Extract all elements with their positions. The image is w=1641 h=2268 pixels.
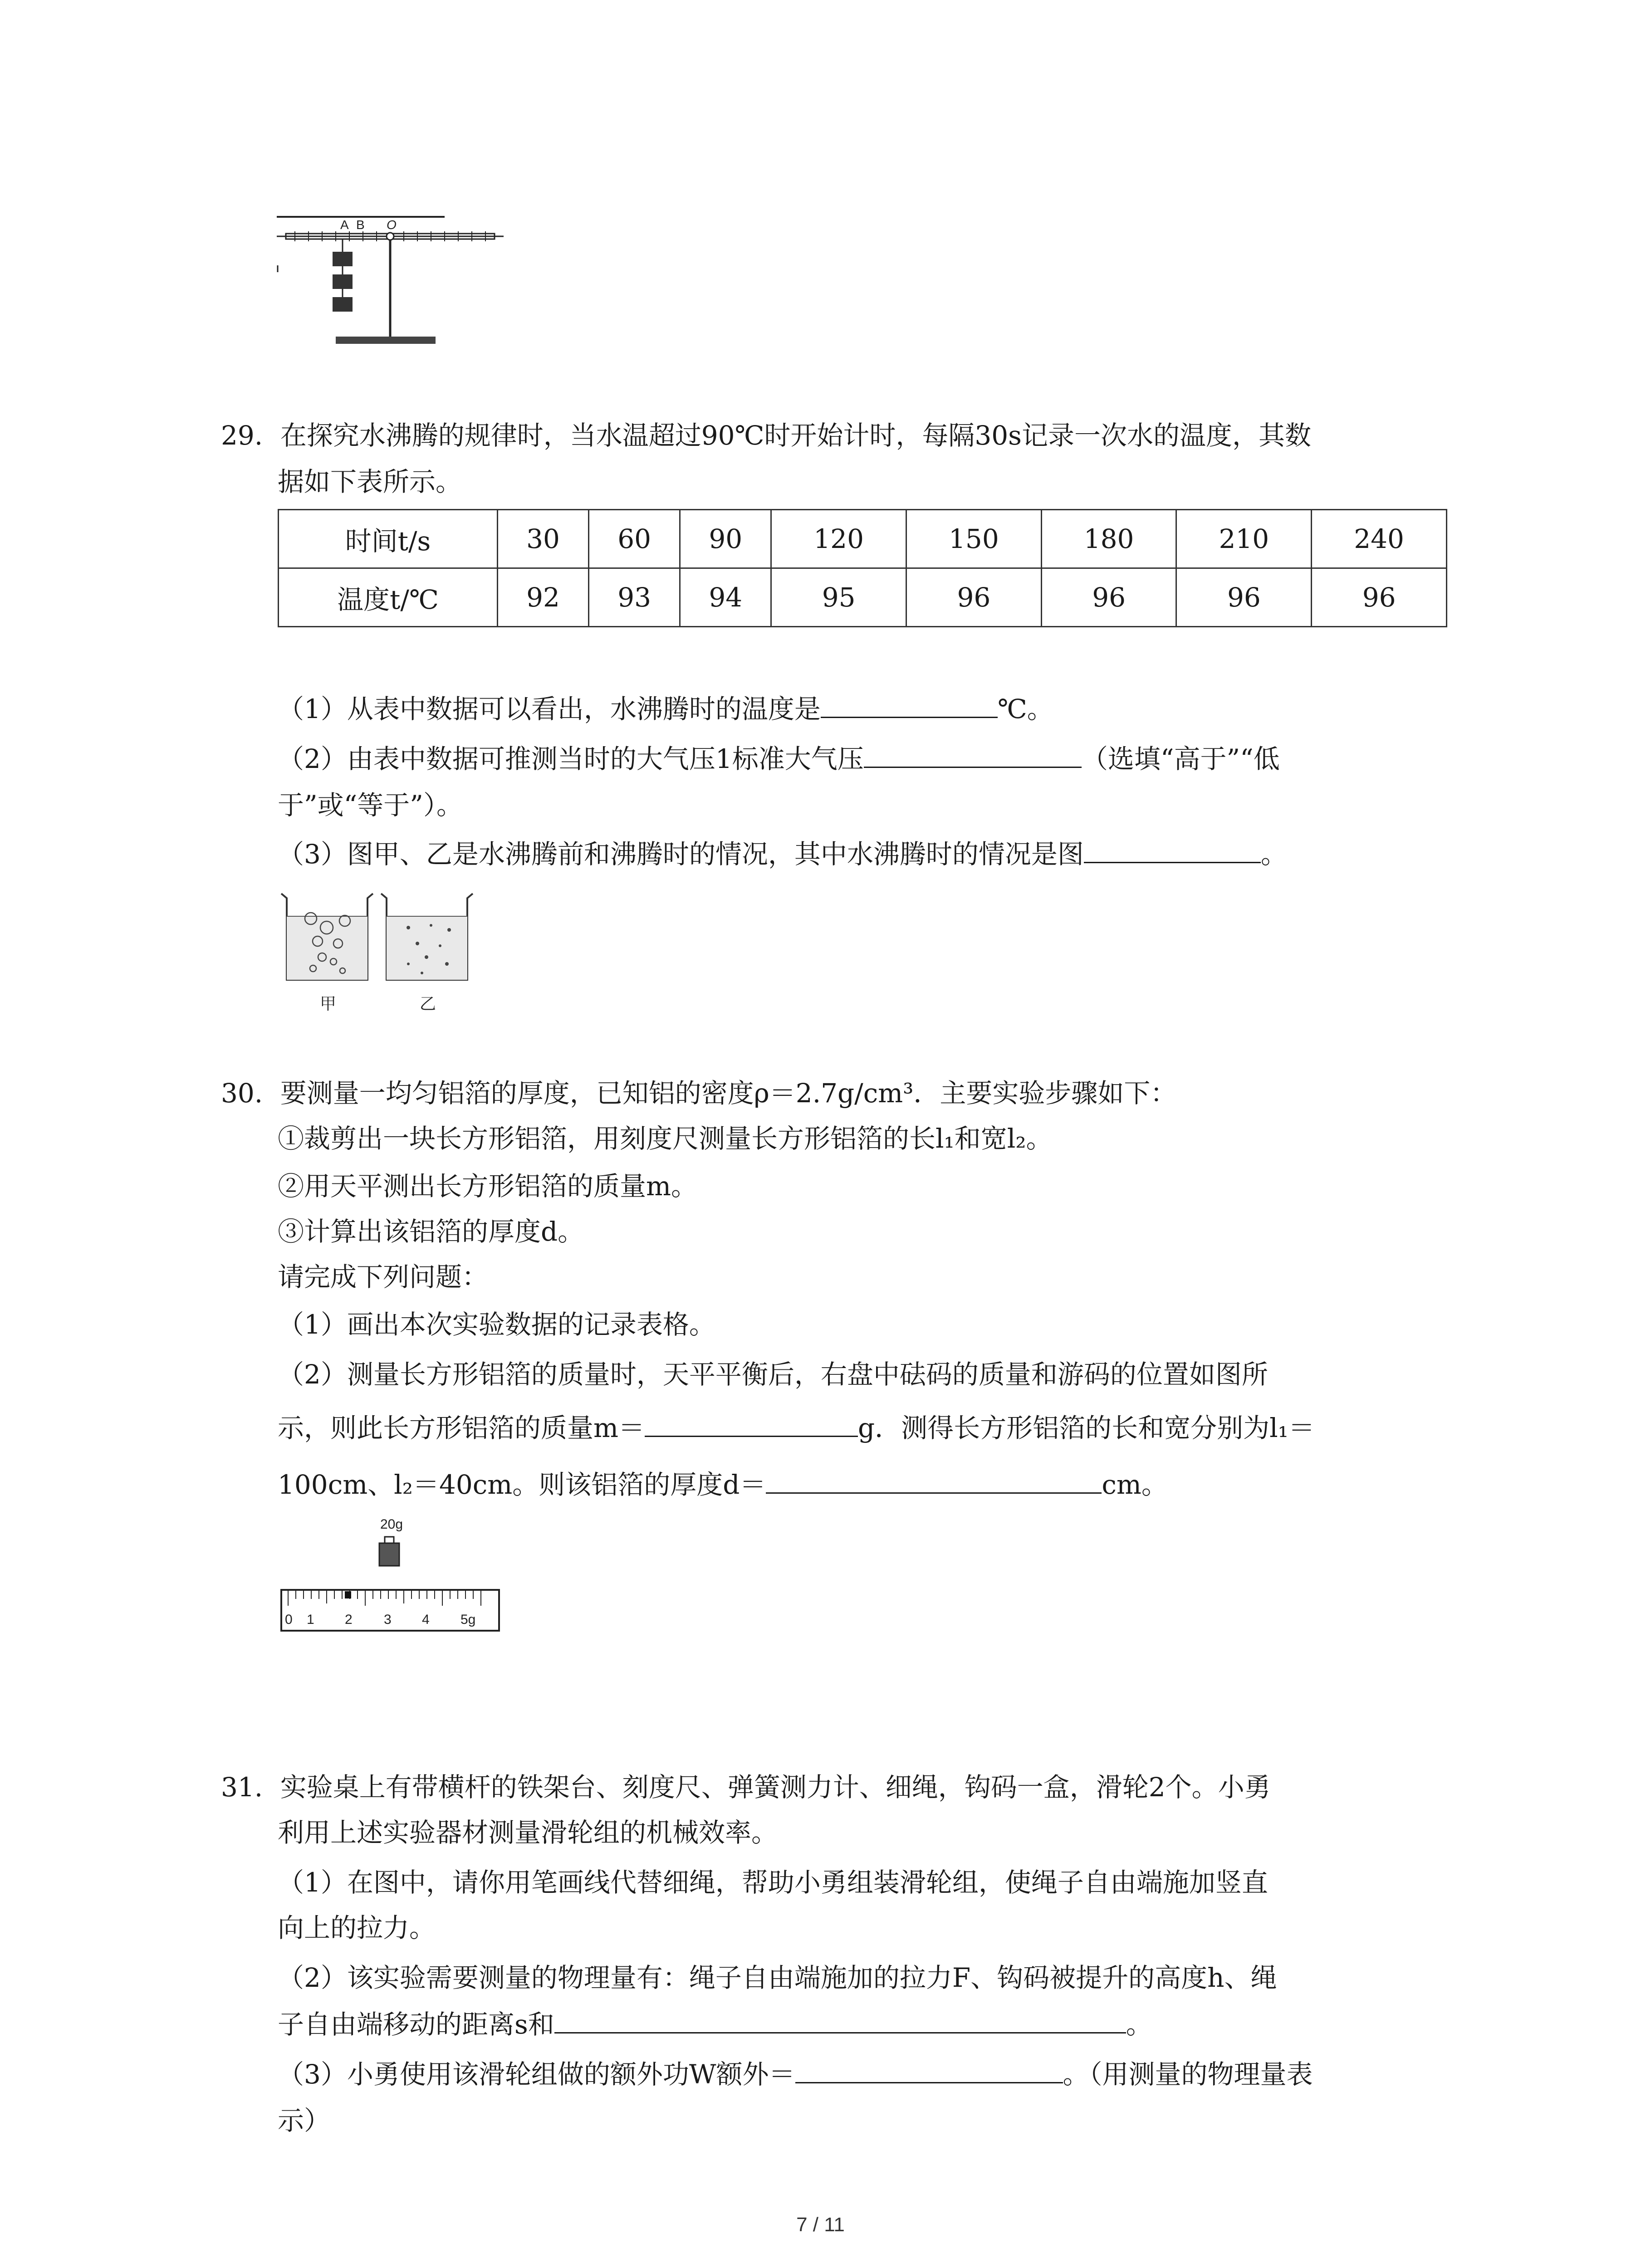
answer-blank[interactable]: [821, 689, 998, 718]
beaker-label-yi: 乙: [420, 994, 436, 1013]
q30-part2-line1: （2）测量长方形铝箔的质量时，天平平衡后，右盘中砝码的质量和游码的位置如图所: [278, 1359, 1268, 1390]
rider-marker: [345, 1591, 351, 1598]
q31-part1-line2: 向上的拉力。: [278, 1912, 436, 1943]
table-row: 温度t/℃ 92 93 94 95 96 96 96 96: [279, 568, 1447, 627]
table-row: 时间t/s 30 60 90 120 150 180 210 240: [279, 510, 1447, 568]
weight-scale-figure: [277, 1515, 513, 1651]
q30-part2-line2: 示，则此长方形铝箔的质量m＝ g．测得长方形铝箔的长和宽分别为l₁＝: [278, 1408, 1315, 1446]
table-header-temp: 温度t/℃: [279, 568, 498, 627]
q29-part1: （1）从表中数据可以看出，水沸腾时的温度是 ℃。: [278, 689, 1053, 727]
svg-text:3: 3: [384, 1612, 392, 1627]
q31-part2-line2: 子自由端移动的距离s和 。: [278, 2005, 1152, 2043]
lever-figure: [272, 209, 508, 354]
q30-step3: ③计算出该铝箔的厚度d。: [278, 1216, 584, 1247]
page-number: 7 / 11: [796, 2214, 845, 2236]
q31-part2-line1: （2）该实验需要测量的物理量有：绳子自由端施加的拉力F、钩码被提升的高度h、绳: [278, 1962, 1277, 1993]
q29-data-table: [278, 509, 1447, 627]
svg-text:5g: 5g: [460, 1612, 476, 1627]
answer-blank[interactable]: [795, 2055, 1063, 2083]
q30-step2: ②用天平测出长方形铝箔的质量m。: [278, 1171, 697, 1202]
q29-part2: （2）由表中数据可推测当时的大气压1标准大气压 （选填“高于”“低: [278, 739, 1280, 777]
beaker-jia: [281, 894, 373, 1013]
q30-step1: ①裁剪出一块长方形铝箔，用刻度尺测量长方形铝箔的长l₁和宽l₂。: [278, 1123, 1053, 1154]
q30-part2-line3: 100cm、l₂＝40cm。则该铝箔的厚度d＝ cm。: [278, 1465, 1168, 1503]
q31-stem-line1: 31. 实验桌上有带横杆的铁架台、刻度尺、弹簧测力计、细绳，钩码一盒，滑轮2个。小勇: [221, 1772, 1271, 1803]
q31-part3-line2: 示）: [278, 2105, 331, 2136]
q29-stem-line1: 29. 在探究水沸腾的规律时，当水温超过90℃时开始计时，每隔30s记录一次水的温度，其数: [221, 420, 1311, 451]
svg-text:2: 2: [345, 1612, 353, 1627]
answer-blank[interactable]: [554, 2005, 1126, 2033]
q29-stem-line2: 据如下表所示。: [278, 466, 462, 497]
q31-stem-line2: 利用上述实验器材测量滑轮组的机械效率。: [278, 1817, 778, 1848]
q29-part2-line2: 于”或“等于”）。: [278, 790, 463, 821]
svg-text:0: 0: [285, 1612, 293, 1627]
answer-blank[interactable]: [766, 1465, 1102, 1494]
q30-stem: 30. 要测量一均匀铝箔的厚度，已知铝的密度ρ＝2.7g/cm³．主要实验步骤如下：: [221, 1078, 1177, 1109]
beaker-yi: [381, 894, 473, 1013]
q29-number: 29.: [221, 420, 263, 451]
lever-label-o: O: [387, 218, 397, 232]
q31-part1-line1: （1）在图中，请你用笔画线代替细绳，帮助小勇组装滑轮组，使绳子自由端施加竖直: [278, 1867, 1268, 1898]
svg-text:4: 4: [422, 1612, 430, 1627]
table-header-time: 时间t/s: [279, 510, 498, 568]
q31-part3: （3）小勇使用该滑轮组做的额外功W额外＝ 。（用测量的物理量表: [278, 2055, 1313, 2092]
q31-number: 31.: [221, 1772, 263, 1803]
answer-blank[interactable]: [864, 739, 1082, 768]
svg-text:1: 1: [307, 1612, 314, 1627]
weight-label: 20g: [380, 1517, 403, 1532]
q30-number: 30.: [221, 1078, 263, 1109]
answer-blank[interactable]: [645, 1408, 858, 1437]
beaker-label-jia: 甲: [320, 994, 337, 1013]
q29-part3: （3）图甲、乙是水沸腾前和沸腾时的情况，其中水沸腾时的情况是图 。: [278, 835, 1287, 872]
lever-label-a: A: [340, 218, 349, 232]
q30-part1: （1）画出本次实验数据的记录表格。: [278, 1309, 715, 1340]
q30-ask: 请完成下列问题：: [278, 1261, 489, 1292]
beaker-figure: [277, 885, 476, 1016]
lever-label-b: B: [356, 218, 365, 232]
answer-blank[interactable]: [1084, 835, 1261, 863]
